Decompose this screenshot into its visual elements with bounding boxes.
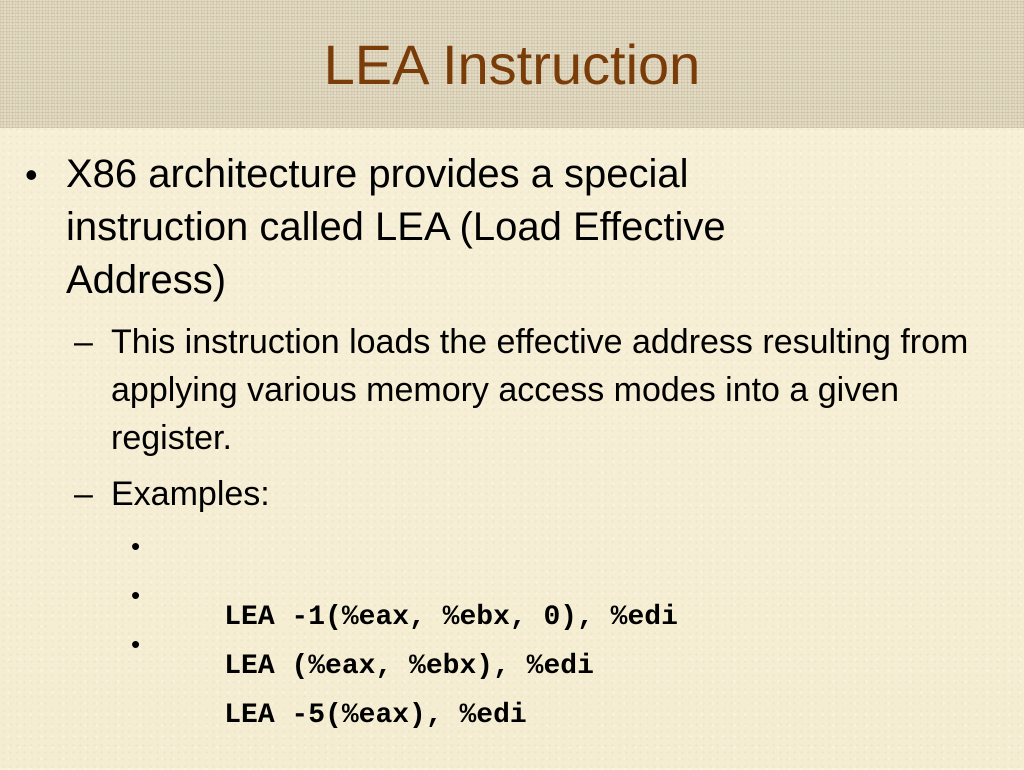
example-code: LEA (%eax, %ebx), %edi — [224, 651, 594, 682]
bullet-marker: • — [25, 154, 38, 195]
sub-bullet-examples — [74, 470, 971, 518]
example-code: LEA -5(%eax), %edi — [224, 700, 527, 731]
dash-marker: – — [74, 323, 93, 361]
bullet-marker: • — [131, 580, 141, 610]
main-bullet — [25, 148, 846, 307]
sub-bullet-description — [74, 318, 971, 462]
example-code: LEA -1(%eax, %ebx, 0), %edi — [224, 602, 678, 633]
dash-marker: – — [74, 475, 93, 513]
bullet-marker: • — [131, 629, 141, 659]
slide-title: LEA Instruction — [323, 33, 701, 96]
bullet-marker: • — [131, 531, 141, 561]
example-item — [131, 626, 527, 770]
sub-bullet-text: This instruction loads the effective address resulting from applying various memory access modes into a given register. — [111, 323, 969, 457]
main-bullet-text: X86 architecture provides a special instruction called LEA (Load Effective Address) — [66, 152, 726, 302]
sub-bullet-text: Examples: — [111, 475, 270, 513]
